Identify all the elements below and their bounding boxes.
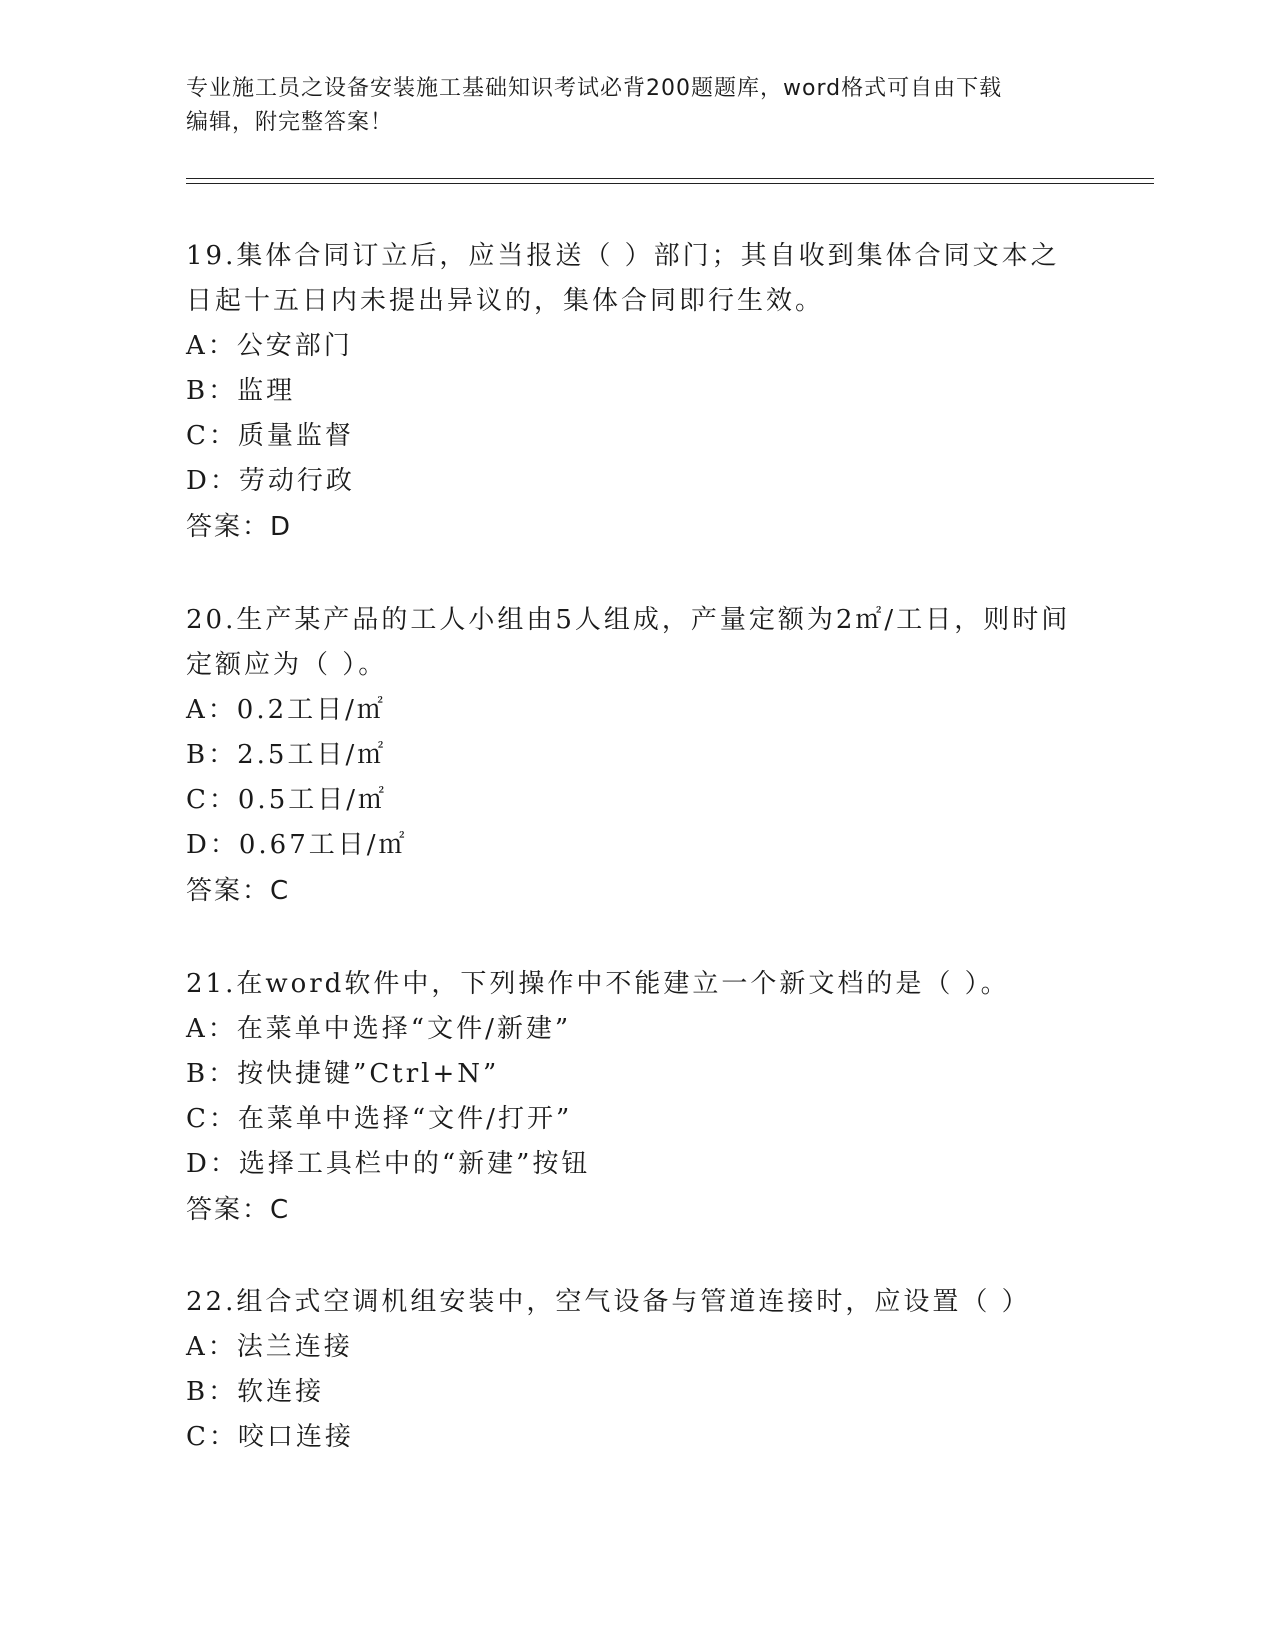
question-stem <box>186 962 1086 1007</box>
option-b: B：软连接 <box>186 1377 325 1407</box>
option-c: C：咬口连接 <box>186 1422 354 1452</box>
question-stem-line-1: 19.集体合同订立后，应当报送（ ）部门；其自收到集体合同文本之 <box>186 241 1060 271</box>
question-stem-line-1: 22.组合式空调机组安装中，空气设备与管道连接时，应设置（ ） <box>186 1287 1031 1317</box>
question-stem-line-2: 日起十五日内未提出异议的，集体合同即行生效。 <box>186 286 825 316</box>
option-a: A：在菜单中选择“文件/新建” <box>186 1014 572 1044</box>
question-19 <box>186 234 1086 550</box>
option-b: B：监理 <box>186 376 296 406</box>
document-header <box>186 72 1066 140</box>
question-stem-line-1: 21.在word软件中，下列操作中不能建立一个新文档的是（ ）。 <box>186 969 1010 999</box>
option-c: C：在菜单中选择“文件/打开” <box>186 1104 573 1134</box>
option-a: A：0.2工日/㎡ <box>186 695 386 725</box>
question-stem <box>186 1280 1086 1325</box>
answer: 答案：D <box>186 512 293 542</box>
option-a: A：公安部门 <box>186 331 353 361</box>
question-20 <box>186 598 1086 914</box>
question-21 <box>186 962 1086 1233</box>
option-b: B：按快捷键”Ctrl+N” <box>186 1059 500 1089</box>
option-d: D：0.67工日/㎡ <box>186 830 408 860</box>
option-b: B：2.5工日/㎡ <box>186 740 387 770</box>
option-c: C：质量监督 <box>186 421 354 451</box>
option-c: C：0.5工日/㎡ <box>186 785 388 815</box>
question-stem <box>186 598 1086 688</box>
header-line-1: 专业施工员之设备安装施工基础知识考试必背200题题库，word格式可自由下载 <box>186 76 1003 101</box>
option-d: D：选择工具栏中的“新建”按钮 <box>186 1149 591 1179</box>
option-a: A：法兰连接 <box>186 1332 353 1362</box>
header-divider-bottom <box>186 183 1154 184</box>
header-line-2: 编辑，附完整答案！ <box>186 110 394 135</box>
question-stem-line-2: 定额应为（ ）。 <box>186 650 388 680</box>
question-stem <box>186 234 1086 324</box>
header-divider-top <box>186 178 1154 179</box>
question-stem-line-1: 20.生产某产品的工人小组由5人组成，产量定额为2㎡/工日，则时间 <box>186 605 1071 635</box>
option-d: D：劳动行政 <box>186 466 355 496</box>
answer: 答案：C <box>186 876 291 906</box>
answer: 答案：C <box>186 1195 291 1225</box>
question-22 <box>186 1280 1086 1460</box>
